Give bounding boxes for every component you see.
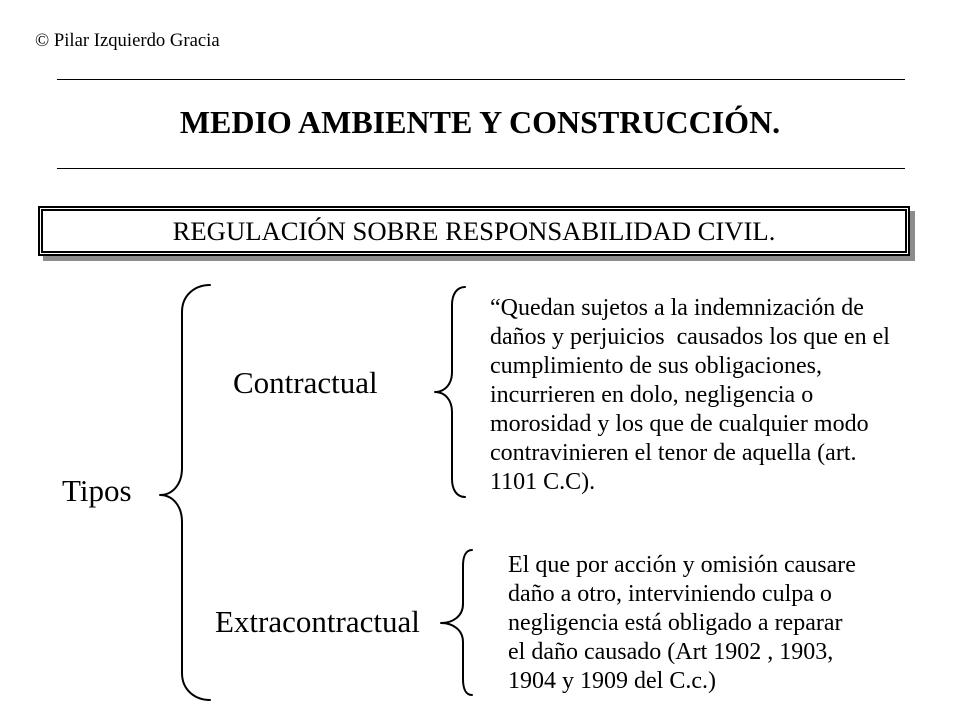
- definition-line: daño a otro, interviniendo culpa o: [508, 581, 832, 607]
- definition-line: cumplimiento de sus obligaciones,: [490, 353, 822, 379]
- title-rule-top: [57, 79, 905, 80]
- definition-line: incurrieren en dolo, negligencia o: [490, 382, 814, 408]
- slide-title: MEDIO AMBIENTE Y CONSTRUCCIÓN.: [179, 104, 781, 140]
- section-banner: [38, 206, 910, 256]
- root-label-tipos: Tipos: [62, 473, 132, 508]
- brace-contractual: [435, 287, 465, 497]
- definition-line: contravinieren el tenor de aquella (art.: [490, 440, 857, 466]
- copyright-notice: © Pilar Izquierdo Gracia: [35, 30, 220, 51]
- branch-label-extracontractual: Extracontractual: [215, 604, 420, 639]
- brace-tipos: [160, 285, 210, 700]
- section-banner-text: REGULACIÓN SOBRE RESPONSABILIDAD CIVIL.: [172, 215, 776, 246]
- definition-line: el daño causado (Art 1902 , 1903,: [508, 639, 834, 665]
- definition-line: 1904 y 1909 del C.c.): [508, 668, 716, 694]
- definition-line: negligencia está obligado a reparar: [508, 610, 843, 636]
- definition-line: morosidad y los que de cualquier modo: [490, 411, 869, 437]
- definition-line: El que por acción y omisión causare: [508, 552, 856, 578]
- definition-contractual: [490, 294, 890, 497]
- definition-line: 1101 C.C).: [490, 469, 596, 495]
- title-rule-bottom: [57, 168, 905, 169]
- definition-line: “Quedan sujetos a la indemnización de: [490, 295, 864, 321]
- definition-line: daños y perjuicios causados los que en el: [490, 324, 890, 350]
- branch-label-contractual: Contractual: [233, 365, 378, 400]
- brace-extracontractual: [441, 550, 472, 695]
- definition-extracontractual: [508, 551, 856, 696]
